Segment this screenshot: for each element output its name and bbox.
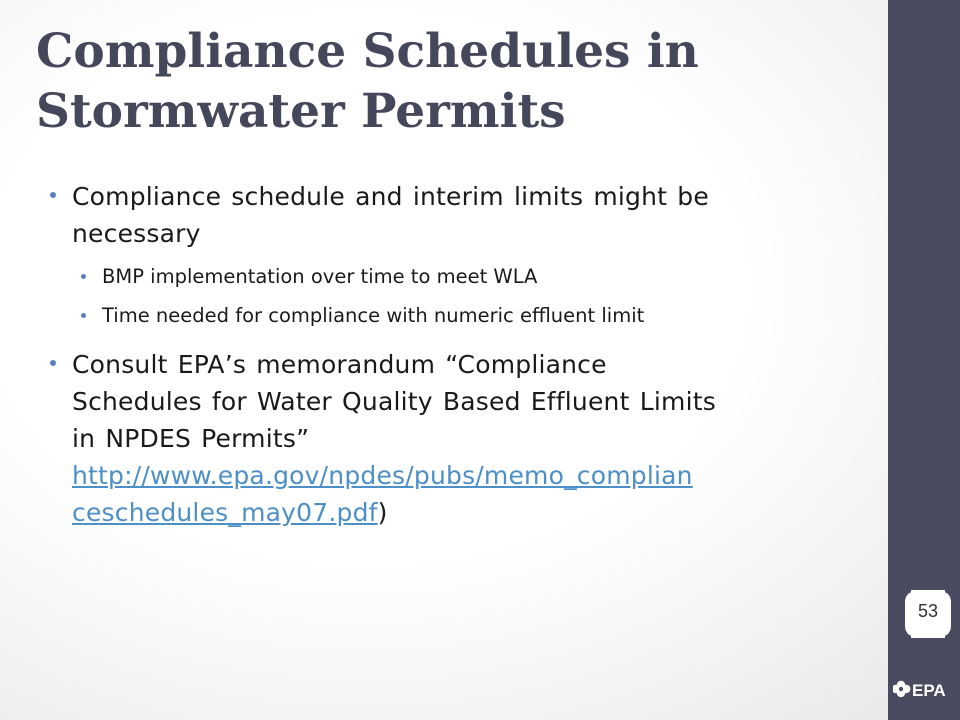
sub-bullet-text: Time needed for compliance with numeric effluent limit [102, 304, 645, 327]
slide-body [50, 178, 850, 531]
epa-logo-text: EPA [912, 681, 946, 700]
bullet-consult-memo [50, 346, 850, 531]
memo-link-line-2[interactable]: ceschedules_may07.pdf [72, 498, 378, 527]
bullet-dot [81, 274, 86, 279]
bullet-dot [81, 313, 86, 318]
title-line-2: Stormwater Permits [36, 84, 566, 139]
sub-bullet-time-needed [50, 302, 850, 330]
sub-bullet-bmp [50, 263, 850, 291]
bullet-text-line: Compliance schedule and interim limits might be [72, 182, 709, 211]
bullet-dot [50, 360, 56, 366]
bullet-compliance-schedule [50, 178, 850, 252]
bullet-dot [50, 192, 56, 198]
page-number: 53 [917, 601, 939, 621]
memo-link-line-1[interactable]: http://www.epa.gov/npdes/pubs/memo_complian [72, 461, 693, 490]
bullet-text-line: Schedules for Water Quality Based Effluent Limits [72, 387, 716, 416]
bullet-text-line: necessary [72, 219, 201, 248]
slide-title [36, 22, 876, 142]
sub-bullet-text: BMP implementation over time to meet WLA [102, 265, 538, 288]
epa-flower-icon [893, 681, 910, 697]
epa-logo [893, 676, 957, 702]
closing-paren: ) [377, 498, 388, 527]
title-line-1: Compliance Schedules in [36, 24, 699, 79]
bullet-text-line: in NPDES Permits” [72, 424, 310, 453]
bullet-text-line: Consult EPA’s memorandum “Compliance [72, 350, 607, 379]
